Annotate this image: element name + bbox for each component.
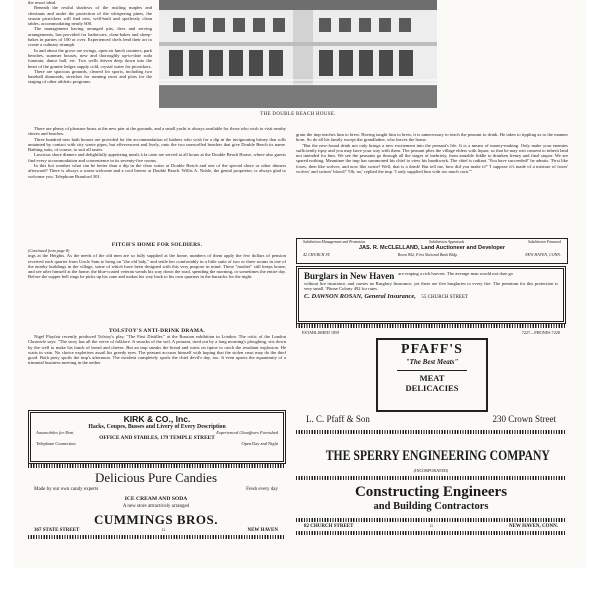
continued-note: (Continued from page 8) xyxy=(28,248,70,253)
pfaff-meat: MEAT xyxy=(419,373,445,383)
dotted-border xyxy=(28,535,284,539)
cummings-name: CUMMINGS BROS. xyxy=(93,512,218,527)
mcclelland-name: JAS. R. McCLELLAND, Land Auctioneer and Developer xyxy=(358,245,506,251)
pfaff-delicacies: DELICACIES xyxy=(405,383,459,393)
rosan-ad xyxy=(296,266,566,324)
mcclelland-address: 42 CHURCH ST. xyxy=(303,252,331,257)
pfaff-slogan: "The Best Meats" xyxy=(405,358,459,366)
dotted-border xyxy=(296,430,566,434)
pfaff-name: PFAFF'S xyxy=(401,342,463,357)
sperry-city: NEW HAVEN, CONN. xyxy=(508,524,558,529)
right-story xyxy=(296,132,568,174)
tolstoy-text: Nigel Playfair recently produced Tolstoy's play, "The First Distiller," at the Russian exhibition in London. The critic of the London Chronicle says: "The story has all the verve of folklore. It smacks of the soil. A peasant, tired out by a long morning's ploughing, sits down by the well to make his lunch of bread and cheese. But an imp sneaks the bread and waits on tiptoe to catch the resultant explosion. He waits in vain. No choice expletives assail his greedy eyes. The peasant accuses himself with hoping that the stolen crust may do the thief good. Both piety spoils the imp's afternoon. The incident completely spoils the chief devil's day, too. It even upsets the equanimity of a trimmial business meeting in the nether xyxy=(28,334,286,366)
cummings-made: Made by our own candy experts xyxy=(34,487,99,492)
cummings-address: 367 STATE STREET xyxy=(34,528,80,533)
mcclelland-building: Room 802, First National Bank Bldg. xyxy=(397,252,458,257)
beach-house-photo xyxy=(159,0,437,108)
pfaff-logo-box xyxy=(376,338,488,412)
rosan-address: 55 CHURCH STREET xyxy=(421,295,469,300)
left-column xyxy=(28,0,152,85)
kirk-office: OFFICE AND STABLES, 179 TEMPLE STREET xyxy=(99,435,215,441)
left-paragraph: In and about the grove are swings, open air lunch counters, park benches, summer houses, new and thoroughly up-to-date soda fountain, dance hall, etc. Two wells driven deep down into the heart of the granite ledges supply cold, crystal water for picnickers. xyxy=(28,47,152,69)
cummings-ice: ICE CREAM AND SODA xyxy=(124,496,188,502)
kirk-auto: Automobiles for Rent xyxy=(36,430,74,435)
rosan-name: C. DAWSON ROSAN, General Insurance, xyxy=(304,293,416,300)
dotted-border xyxy=(28,464,284,468)
wide-paragraph: There are plenty of pleasure boats at the new pier at the grounds, and a small yacht is always available for those who wish to visit nearby shores and beaches. xyxy=(28,126,286,137)
mcclelland-service: Subdivision Appraisals xyxy=(429,240,465,244)
kirk-ad xyxy=(28,410,286,464)
mcclelland-service: Subdivision Financed xyxy=(527,240,561,244)
tolstoy-heading: TOLSTOY'S ANTI-DRINK DRAMA. xyxy=(108,328,206,334)
left-paragraph: Beneath the restful shadows of the rustling maples and chestnuts and under the protection of the whispering pines, the season picnickers will find new, well-built and spotlessly clean tables, accommodating nearly 600. xyxy=(28,5,152,27)
wide-paragraph: Three hundred new bath houses are provided for the accommodation of bathers who wish for a dip in the invigorating briney that rolls untainted by contact with city waste pipes, but effervescent and lively, onto the two unexcelled beaches that give Double Beach its name. Bathing suits, of course, to suit all tastes. xyxy=(28,136,286,153)
dotted-border xyxy=(296,531,566,535)
cummings-ad xyxy=(28,464,284,554)
fitch-heading: FITCH'S HOME FOR SOLDIERS. xyxy=(111,242,203,248)
rosan-side: are reaping a rich harvest. The average man would not dare go xyxy=(398,271,513,276)
cummings-fresh: Fresh every day xyxy=(246,487,278,492)
pfaff-street: 230 Crown Street xyxy=(492,414,556,424)
sperry-name: THE SPERRY ENGINEERING COMPANY xyxy=(325,448,550,464)
sperry-ad xyxy=(296,444,566,554)
story-paragraph: "But the new-found drink not only brings a new excitement into the peasant's life. It is a means of money-making. Only make your enemies sufficiently tipsy and you may have your way with them. The peasant plies the village elders with liquor, so that he may win consent to inherit land not intended for him. We see the peasants go through all the stages of inebriety, from amiable fiddle to drunken frenzy and final stupor. We are spared nothing. Meantime the imp has summoned his chief to view his handiwork. The chief is radiant. 'You have succeeded!' he admits. 'First like foxes, then like wolves, and now like swine! Well, that is a drink! But tell me, how did you make it?' 'I suppose it's made of a mixture of foxes' wolves' and swines' blood?' 'Oh, no,' replied the imp. 'I only supplied him with too much corn.'" xyxy=(296,142,568,175)
beach-house-illustration xyxy=(159,0,437,108)
mcclelland-ad xyxy=(296,238,568,264)
dotted-border xyxy=(296,476,566,480)
sperry-line1: Constructing Engineers xyxy=(354,484,508,500)
newspaper-page xyxy=(14,0,586,568)
kirk-chauffeurs: Experienced Chauffeurs Furnished xyxy=(216,430,278,435)
sperry-address: 82 CHURCH STREET xyxy=(304,524,354,529)
pfaff-ad xyxy=(296,324,566,440)
kirk-tel: Telephone Connection xyxy=(36,441,76,446)
cummings-city: NEW HAVEN xyxy=(247,528,278,533)
wide-paragraph: Luscious shore dinners and delightfully appetizing meals à la carte are served at all hours at the Double Beach House, where also guests find every accommodation and convenience in its seventy-five rooms. xyxy=(28,152,286,163)
wide-paragraph: In this hot weather what can be better than a dip in the clear water at Double Beach and one of the special shore or other dinners afterward? There is always a warm welcome and a cool breeze at Double Beach. Willis A. Noble, the genial proprietor, is always glad to welcome you. Telephone Branford 301. xyxy=(28,163,286,179)
kirk-services: Hacks, Coupes, Busses and Livery of Every Description xyxy=(88,424,226,430)
mcclelland-service: Subdivision Management and Promotion xyxy=(303,240,366,244)
pfaff-established: ESTABLISHED 1859 xyxy=(302,330,340,335)
cummings-mark: :: xyxy=(161,528,166,533)
photo-caption: THE DOUBLE BEACH HOUSE. xyxy=(260,112,336,117)
cummings-store: A new store attractively arranged xyxy=(122,504,190,509)
story-paragraph: grain the imp teaches him to brew. Having taught him to brew, it is unnecessary to teach the peasant to drink. He takes to tippling as to the manner born. So do all his family except the grandfather, who leaves the home. xyxy=(296,132,568,143)
mcclelland-city: NEW HAVEN, CONN. xyxy=(524,252,561,257)
rosan-text: without fire insurance, and carries no Burglary Insurance, yet there are five burglaries to every fire. The premium for this protection is very small. 'Phone Colony 492 for rates. xyxy=(304,281,558,291)
left-paragraph: the resort ideal. xyxy=(28,0,57,5)
left-paragraph: There are spacious grounds, cleared for sports, including two baseball diamonds, stretches for running races and plots for the staging of other athletic programs. xyxy=(28,68,152,85)
sperry-inc: (INCORPORATED) xyxy=(413,468,449,473)
rosan-headline: Burglars in New Haven xyxy=(304,271,395,281)
left-paragraph: The management having arranged pits, fires and serving arrangements, has provided for barbecues, clam-bakes and sheep-bakes in parties of 100 or over. Experienced chefs lend their art to create a culinary triumph. xyxy=(28,26,152,48)
sperry-line2: and Building Contractors xyxy=(373,501,489,512)
kirk-open: Open Day and Night xyxy=(241,441,278,446)
fitch-text: ings at the Heights. As the needs of the old men are so fully supplied at the home, numbers of them apply the few dollars of pension received each quarter from Uncle Sam to bring on "the old lady," and settle her comfortably in a little suite of two or three rooms in one of the nearby buildings in the village, some of which have been designed with this very purpose in mind. These "mother" still keeps house, and see after himself at the home, the blue-coated veteran wends his way down the road, spending the morning, or sometimes the entire day. Before the supper bell rings he picks up his cane and makes his way back to his own quarters in the barracks for the night. xyxy=(28,253,286,280)
wide-article xyxy=(28,126,286,179)
pfaff-company: L. C. Pfaff & Son xyxy=(306,414,370,424)
fitch-article xyxy=(28,242,286,280)
tolstoy-article xyxy=(28,328,286,366)
cummings-title: Delicious Pure Candies xyxy=(94,470,218,485)
kirk-name: KIRK & CO., Inc. xyxy=(123,414,191,424)
pfaff-phone: 7227—PHONES 7228 xyxy=(521,330,560,335)
sperry-mark: :: xyxy=(429,524,433,529)
